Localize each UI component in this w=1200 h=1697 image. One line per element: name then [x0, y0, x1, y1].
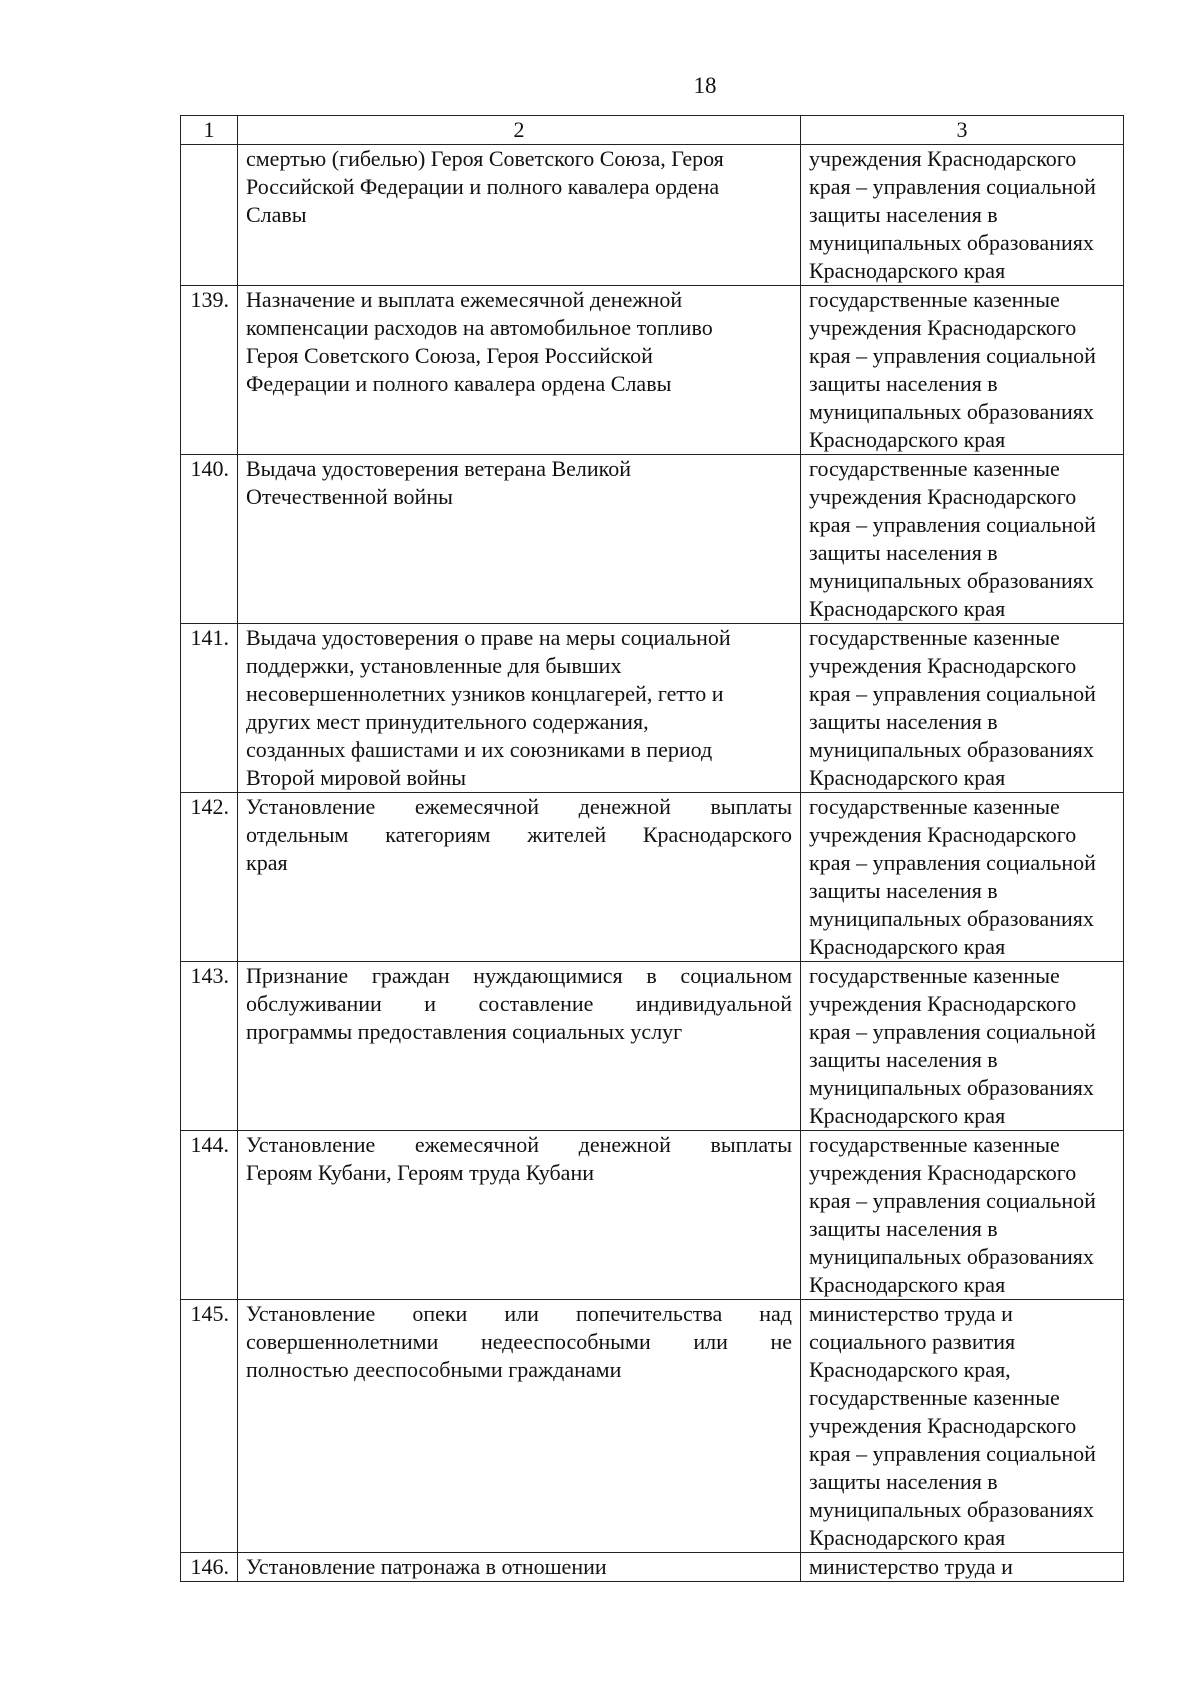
- table-row: [181, 962, 1124, 1131]
- organization-line: министерство труда и: [809, 1554, 1013, 1579]
- description-line: несовершеннолетних узников концлагерей, гетто и: [246, 681, 724, 706]
- row-number: [181, 145, 238, 286]
- organization-line: государственные казенные: [809, 963, 1060, 988]
- organization-line: учреждения Краснодарского: [809, 991, 1077, 1016]
- responsible-organization: [801, 1131, 1124, 1300]
- organization-line: Краснодарского края: [809, 1525, 1006, 1550]
- responsible-organization: [801, 286, 1124, 455]
- row-number: 146.: [181, 1553, 238, 1582]
- table-body: [181, 145, 1124, 1582]
- organization-line: Краснодарского края: [809, 1272, 1006, 1297]
- table-row: [181, 455, 1124, 624]
- table-row: [181, 1131, 1124, 1300]
- organization-line: защиты населения в: [809, 540, 998, 565]
- description-line: Героям Кубани, Героям труда Кубани: [246, 1160, 594, 1185]
- table-row: [181, 1553, 1124, 1582]
- organization-line: Краснодарского края: [809, 934, 1006, 959]
- description-line: Установление патронажа в отношении: [246, 1554, 607, 1579]
- table-row: [181, 1300, 1124, 1553]
- organization-line: муниципальных образованиях: [809, 568, 1094, 593]
- organization-line: муниципальных образованиях: [809, 1244, 1094, 1269]
- service-description: [238, 624, 801, 793]
- description-line: Героя Советского Союза, Героя Российской: [246, 343, 653, 368]
- column-header-3: 3: [801, 116, 1124, 145]
- description-line: Выдача удостоверения ветерана Великой: [246, 456, 631, 481]
- organization-line: муниципальных образованиях: [809, 230, 1094, 255]
- service-description: [238, 1553, 801, 1582]
- organization-line: социального развития: [809, 1329, 1016, 1354]
- description-line: обслуживании и составление индивидуальной: [246, 991, 792, 1016]
- organization-line: защиты населения в: [809, 1047, 998, 1072]
- organization-line: муниципальных образованиях: [809, 906, 1094, 931]
- organization-line: учреждения Краснодарского: [809, 822, 1077, 847]
- responsible-organization: [801, 1300, 1124, 1553]
- row-number: 145.: [181, 1300, 238, 1553]
- column-header-2: 2: [238, 116, 801, 145]
- organization-line: края – управления социальной: [809, 174, 1096, 199]
- service-description: [238, 455, 801, 624]
- organization-line: Краснодарского края: [809, 596, 1006, 621]
- description-line: смертью (гибелью) Героя Советского Союза, Героя: [246, 146, 724, 171]
- organization-line: края – управления социальной: [809, 512, 1096, 537]
- row-number: 139.: [181, 286, 238, 455]
- responsible-organization: [801, 1553, 1124, 1582]
- table-header-row: [181, 116, 1124, 145]
- service-description: [238, 1131, 801, 1300]
- organization-line: учреждения Краснодарского: [809, 146, 1077, 171]
- organization-line: Краснодарского края: [809, 1103, 1006, 1128]
- organization-line: муниципальных образованиях: [809, 399, 1094, 424]
- organization-line: учреждения Краснодарского: [809, 1160, 1077, 1185]
- responsible-organization: [801, 793, 1124, 962]
- organization-line: государственные казенные: [809, 1132, 1060, 1157]
- organization-line: защиты населения в: [809, 878, 998, 903]
- organization-line: государственные казенные: [809, 287, 1060, 312]
- description-line: совершеннолетними недееспособными или не: [246, 1329, 792, 1354]
- organization-line: государственные казенные: [809, 1385, 1060, 1410]
- description-line: других мест принудительного содержания,: [246, 709, 649, 734]
- organization-line: муниципальных образованиях: [809, 737, 1094, 762]
- organization-line: края – управления социальной: [809, 343, 1096, 368]
- service-description: [238, 145, 801, 286]
- organization-line: Краснодарского края: [809, 427, 1006, 452]
- organization-line: защиты населения в: [809, 709, 998, 734]
- services-table: [180, 115, 1124, 1582]
- description-line: отдельным категориям жителей Краснодарского: [246, 822, 792, 847]
- organization-line: учреждения Краснодарского: [809, 1413, 1077, 1438]
- organization-line: учреждения Краснодарского: [809, 484, 1077, 509]
- organization-line: государственные казенные: [809, 794, 1060, 819]
- organization-line: края – управления социальной: [809, 1441, 1096, 1466]
- organization-line: защиты населения в: [809, 202, 998, 227]
- description-line: Федерации и полного кавалера ордена Славы: [246, 371, 672, 396]
- description-line: края: [246, 850, 288, 875]
- responsible-organization: [801, 145, 1124, 286]
- column-header-1: 1: [181, 116, 238, 145]
- table-row: [181, 624, 1124, 793]
- organization-line: Краснодарского края: [809, 258, 1006, 283]
- organization-line: края – управления социальной: [809, 1188, 1096, 1213]
- row-number: 144.: [181, 1131, 238, 1300]
- responsible-organization: [801, 455, 1124, 624]
- description-line: Назначение и выплата ежемесячной денежной: [246, 287, 683, 312]
- organization-line: защиты населения в: [809, 371, 998, 396]
- service-description: [238, 793, 801, 962]
- responsible-organization: [801, 962, 1124, 1131]
- table-row: [181, 145, 1124, 286]
- organization-line: государственные казенные: [809, 456, 1060, 481]
- description-line: Славы: [246, 202, 307, 227]
- service-description: [238, 962, 801, 1131]
- responsible-organization: [801, 624, 1124, 793]
- description-line: Установление ежемесячной денежной выплаты: [246, 1132, 792, 1157]
- description-line: компенсации расходов на автомобильное топливо: [246, 315, 713, 340]
- description-line: Признание граждан нуждающимися в социальном: [246, 963, 792, 988]
- organization-line: края – управления социальной: [809, 1019, 1096, 1044]
- organization-line: края – управления социальной: [809, 681, 1096, 706]
- table-row: [181, 793, 1124, 962]
- organization-line: края – управления социальной: [809, 850, 1096, 875]
- row-number: 142.: [181, 793, 238, 962]
- organization-line: Краснодарского края: [809, 765, 1006, 790]
- organization-line: государственные казенные: [809, 625, 1060, 650]
- service-description: [238, 286, 801, 455]
- organization-line: муниципальных образованиях: [809, 1075, 1094, 1100]
- page-number: 18: [693, 73, 717, 98]
- description-line: программы предоставления социальных услуг: [246, 1019, 683, 1044]
- organization-line: муниципальных образованиях: [809, 1497, 1094, 1522]
- description-line: поддержки, установленные для бывших: [246, 653, 622, 678]
- description-line: Выдача удостоверения о праве на меры социальной: [246, 625, 731, 650]
- table-row: [181, 286, 1124, 455]
- description-line: созданных фашистами и их союзниками в период: [246, 737, 713, 762]
- description-line: Второй мировой войны: [246, 765, 467, 790]
- organization-line: учреждения Краснодарского: [809, 653, 1077, 678]
- description-line: Установление опеки или попечительства над: [246, 1301, 792, 1326]
- organization-line: защиты населения в: [809, 1469, 998, 1494]
- description-line: полностью дееспособными гражданами: [246, 1357, 622, 1382]
- row-number: 140.: [181, 455, 238, 624]
- organization-line: учреждения Краснодарского: [809, 315, 1077, 340]
- row-number: 141.: [181, 624, 238, 793]
- organization-line: министерство труда и: [809, 1301, 1013, 1326]
- service-description: [238, 1300, 801, 1553]
- organization-line: Краснодарского края,: [809, 1357, 1011, 1382]
- description-line: Отечественной войны: [246, 484, 453, 509]
- row-number: 143.: [181, 962, 238, 1131]
- description-line: Российской Федерации и полного кавалера ордена: [246, 174, 720, 199]
- description-line: Установление ежемесячной денежной выплаты: [246, 794, 792, 819]
- organization-line: защиты населения в: [809, 1216, 998, 1241]
